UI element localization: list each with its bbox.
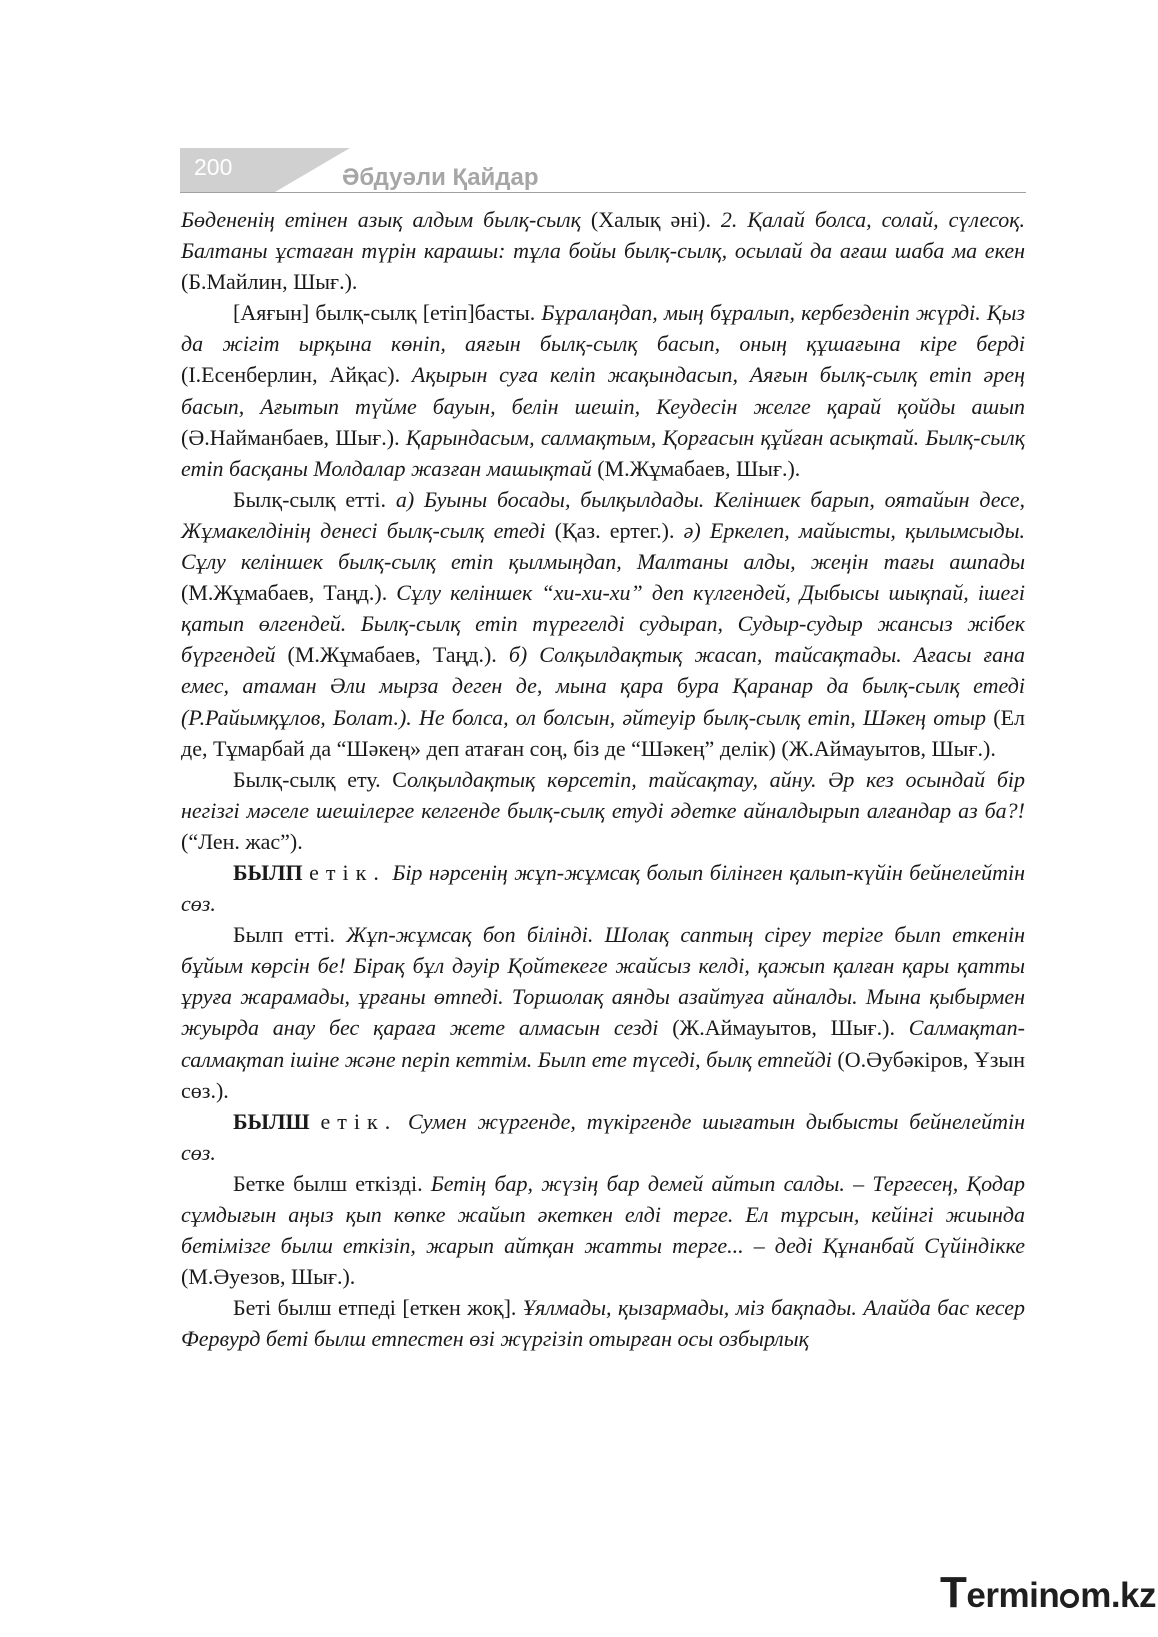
paragraph-p2 — [181, 297, 1025, 484]
paragraph-p6 — [181, 919, 1025, 1106]
example-text: Бір нәрсенің жұп-жұмсақ болып білінген қалып-күйін бейнелейтін сөз. — [181, 859, 1026, 917]
text-run: Беті былш етпеді [еткен жоқ]. — [233, 1295, 523, 1321]
example-text: Ақырын суға келіп жақындасып, Аяғын былқ-сылқ етіп әрең басып, Ағытып түйме бауын, белін шешіп, Кеудесін желге қарай қойды ашып — [181, 362, 1025, 419]
text-run: (О.Әубәкіров, Ұзын сөз.). — [181, 1046, 1025, 1103]
example-text: Салмақтап-салмақтап ішіне және періп кеттім. Былп ете түседі, былқ етпейді — [181, 1015, 1026, 1072]
example-text: Бұралаңдап, мың бұралып, кербезденіп жүрді. Қыз да жігіт ырқына көніп, аяғын былқ-сылқ басып, оның құшағына кіре берді — [181, 300, 1026, 357]
running-header-author: Әбдуәли Қайдар — [342, 164, 539, 191]
example-text: ә) Еркелеп, майысты, қылымсыды. Сұлу келіншек былқ-сылқ етіп қылмыңдап, Малтаны алды, жеңін тағы ашпады — [181, 517, 1025, 575]
watermark-letter-t: T — [940, 1568, 967, 1617]
watermark-text-end: m.kz — [1080, 1576, 1157, 1615]
text-run: (І.Есенберлин, Айқас). — [181, 362, 412, 388]
example-text: 2. Қалай болса, солай, сүлесоқ. Балтаны ұстаған түрін карашы: тұла бойы былқ-сылқ, осылай да ағаш шаба ма екен — [181, 207, 1025, 264]
text-run: Былқ-сылқ ету. С — [233, 766, 407, 792]
text-run: (Халық әні). — [580, 207, 721, 232]
example-text: а) Буыны босады, былқылдады. Келіншек барып, оятайын десе, Жұмакелдінің денесі былқ-сылқ етеді — [181, 486, 1025, 543]
paragraph-p3 — [181, 484, 1025, 764]
text-run: Былқ-сылқ етті. — [233, 486, 396, 512]
part-of-speech-label: етік. — [320, 1108, 398, 1134]
entry-headword: БЫЛП — [233, 859, 303, 885]
example-text: Сумен жүргенде, түкіргенде шығатын дыбысты бейнелейтін сөз. — [181, 1108, 1026, 1165]
example-text: Сұлу келіншек “хи-хи-хи” деп күлгендей, Дыбысы шықпай, ішегі қатып өлгендей. Былқ-сылқ етіп түрегелді судырап, Судыр-судыр жансыз жібек бүргендей — [181, 580, 1025, 668]
text-run: (Қаз. ертег.). — [545, 517, 684, 543]
page-number-tab-arrow — [275, 148, 350, 192]
text-run: (Ел де, Тұмарбай да “Шәкең» деп атаған соң, біз де “Шәкең” делік) (Ж.Аймауытов, Шығ.). — [181, 704, 1025, 761]
entry-headword: БЫЛШ — [233, 1108, 310, 1134]
text-run: (М.Жұмабаев, Шығ.). — [591, 455, 801, 481]
example-text: Бөдененің етінен азық алдым былқ-сылқ — [181, 207, 581, 232]
example-text: Ұялмады, қызармады, міз бақпады. Алайда бас кесер Фервурд беті былш етпестен өзі жүргізіп отырған осы озбырлық — [181, 1295, 1025, 1352]
example-text: Бетің бар, жүзің бар демей айтып салды. – Тергесең, Қодар сұмдығын аңыз қып көпке жайып әкеткен елді терге. Ел тұрсын, кейінгі жиында бетімізге былш еткізіп, жарып айтқан жатты терге... – деді Құнанбай Сүйіндікке — [181, 1170, 1025, 1259]
text-run — [310, 1109, 321, 1134]
termincom-watermark-logo — [940, 1568, 1156, 1618]
paragraph-p8 — [181, 1168, 1025, 1292]
watermark-text-start: ermin — [966, 1576, 1060, 1615]
watermark-ring-icon — [1060, 1589, 1079, 1608]
paragraph-p7 — [181, 1106, 1025, 1168]
header-rule — [180, 192, 1026, 193]
text-run: [Аяғын] былқ-сылқ [етіп]басты. — [233, 300, 542, 326]
part-of-speech-label: етік. — [309, 859, 386, 885]
text-run: (“Лен. жас”). — [181, 828, 303, 854]
paragraph-p1 — [181, 204, 1025, 297]
example-text: б) Солқылдақтық жасап, тайсақтады. Ағасы ғана емес, атаман Әли мырза деген де, мына қара бура Қаранар да былқ-сылқ етеді (Р.Райымқұлов, Болат.). Не болса, ол болсын, әйтеуір былқ-сылқ етіп, Шәкең отыр — [181, 642, 1025, 730]
text-run: Былп етті. — [233, 922, 347, 948]
page-number: 200 — [194, 154, 233, 180]
paragraph-p4 — [181, 764, 1025, 857]
paragraph-p5 — [181, 857, 1025, 919]
text-run: (М.Жұмабаев, Таңд.). — [181, 580, 397, 606]
text-run: (Ж.Аймауытов, Шығ.). — [658, 1015, 909, 1041]
example-text: олқылдақтық көрсетіп, тайсақтау, айну. Әр кез осындай бір негізгі мәселе шешілерге келгенде былқ-сылқ етуді әдетке айналдырып алғандар аз ба?! — [181, 766, 1026, 823]
text-run: Бетке былш еткізді. — [233, 1170, 431, 1196]
text-run: (М.Жұмабаев, Таңд.). — [275, 642, 509, 668]
paragraph-p9 — [181, 1292, 1025, 1354]
example-text: Қарындасым, салмақтым, Қорғасын құйған асықтай. Былқ-сылқ етіп басқаны Молдалар жазған машықтай — [181, 424, 1025, 481]
page-header — [180, 148, 1026, 196]
text-run: (Б.Майлин, Шығ.). — [181, 269, 358, 295]
body-text — [181, 204, 1025, 1354]
text-run: (Ә.Найманбаев, Шығ.). — [181, 424, 406, 450]
text-run — [397, 1109, 408, 1134]
example-text: Жұп-жұмсақ боп білінді. Шолақ саптың сіреу теріге былп еткенін бұйым көрсін бе! Бірақ бұл дәуір Қойтекеге жайсыз келді, қажып қалған қары қатты ұруға жарамады, ұрғаны өтпеді. Торшолақ аянды азайтуға айналды. Мына қыбырмен жуырда анау бес қараға жете алмасын сезді — [181, 922, 1025, 1041]
text-run: (М.Әуезов, Шығ.). — [181, 1264, 356, 1290]
